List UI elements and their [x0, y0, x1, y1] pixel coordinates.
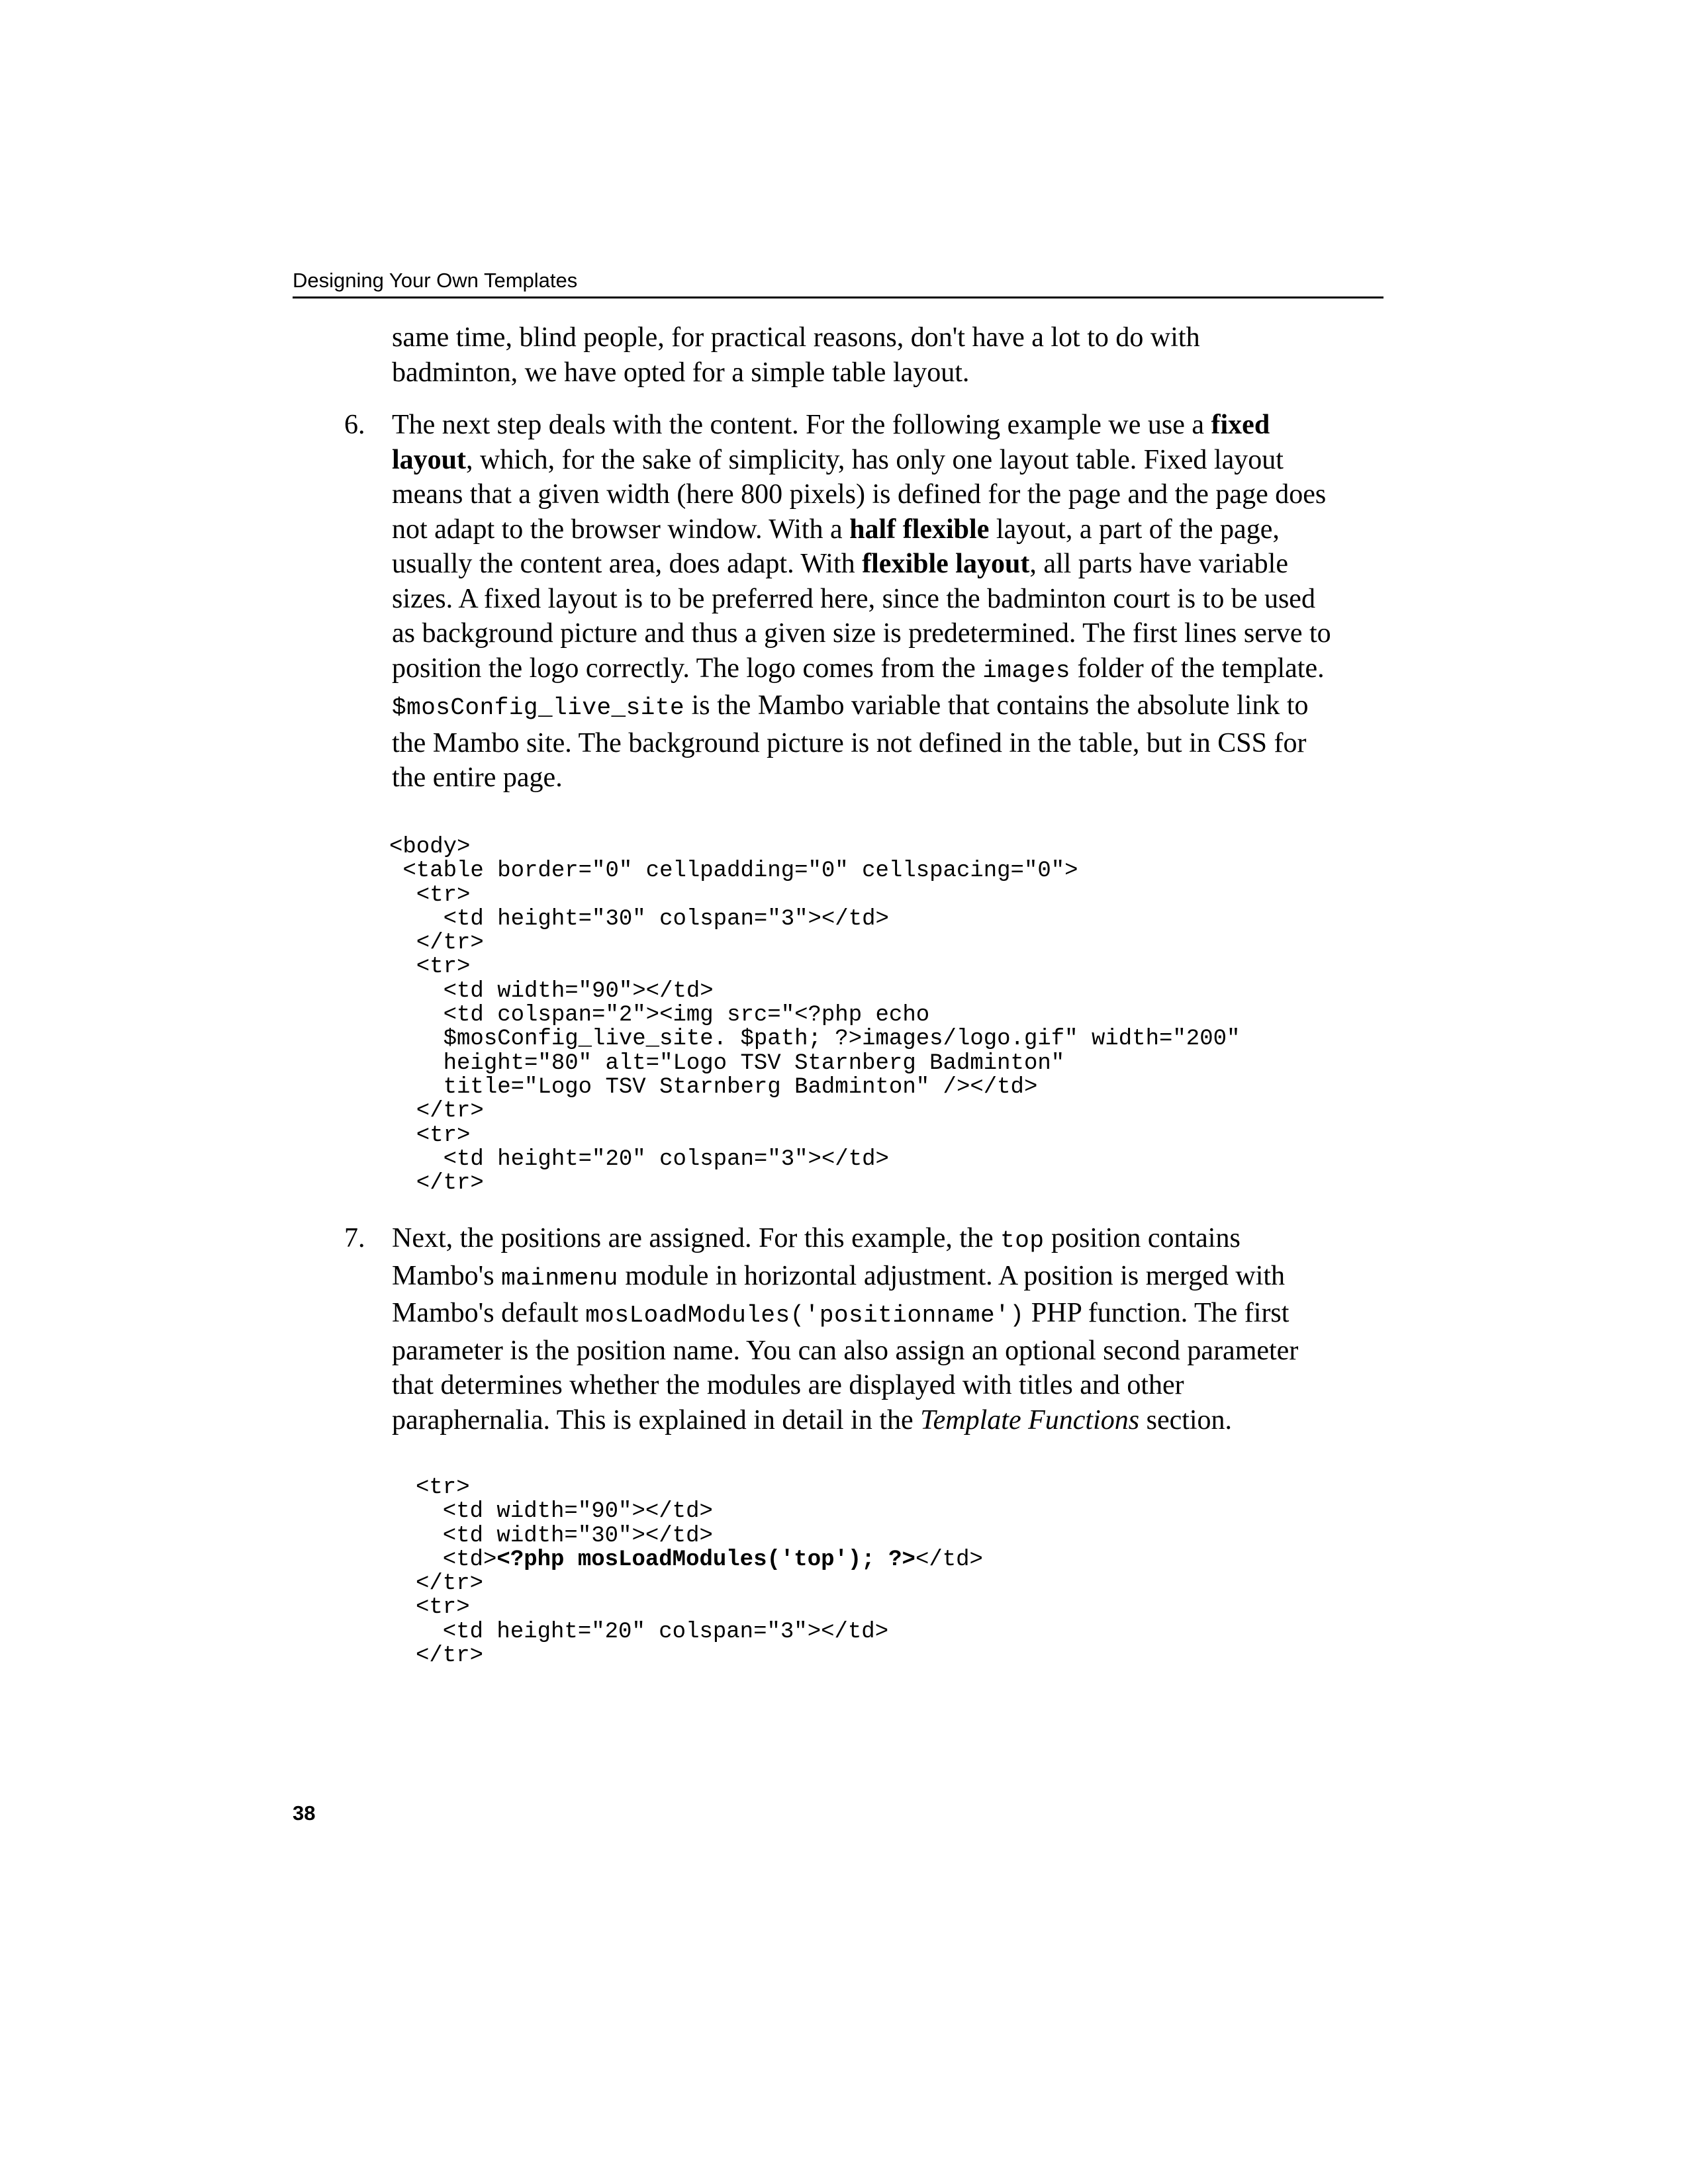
section-reference: Template Functions	[920, 1404, 1140, 1435]
list-number: 6.	[344, 410, 365, 440]
running-header: Designing Your Own Templates	[293, 267, 1383, 298]
list-item-text: Next, the positions are assigned. For this example, the top position contains Mambo's mainmenu module in horizontal adjustment. A position is merged with Mambo's default mosLoadModules('positionname') PHP function. The first parameter is the position name. You can also assign an optional second parameter that determines whether the modules are displayed with titles and other paraphernalia. This is explained in detail in the Template Functions section.	[392, 1223, 1299, 1435]
inline-code: top	[1000, 1227, 1045, 1254]
inline-code: images	[982, 657, 1070, 684]
term-flexible-layout: flexible layout	[862, 549, 1030, 579]
list-item-text: The next step deals with the content. For the following example we use a fixed layout, which, for the sake of simplicity, has only one layout table. Fixed layout means that a given width (here 800 pixels) is defined for the page and the page does not adapt to the browser window. With a half flexible layout, a part of the page, usually the content area, does adapt. With flexible layout, all parts have variable sizes. A fixed layout is to be preferred here, since the badminton court is to be used as background picture and thus a given size is predetermined. The first lines serve to position the logo correctly. The logo comes from the images folder of the template. $mosConfig_live_site is the Mambo variable that contains the absolute link to the Mambo site. The background picture is not defined in the table, but in CSS for the entire page.	[392, 410, 1331, 793]
term-fixed-layout: fixed layout	[392, 410, 1270, 475]
inline-code: mosLoadModules('positionname')	[585, 1302, 1025, 1329]
list-number: 7.	[344, 1223, 365, 1253]
page-number: 38	[293, 1801, 316, 1825]
intro-paragraph: same time, blind people, for practical reasons, don't have a lot to do with badminton, we have opted for a simple table layout.	[392, 322, 1200, 388]
inline-code: $mosConfig_live_site	[392, 694, 685, 721]
code-block-1: <body> <table border="0" cellpadding="0" cellspacing="0"> <tr> <td height="30" colspan="3"></td> </tr> <tr> <td width="90"></td> <td colspan="2"><img src="<?php echo $mosConfig_live_site. $path; ?>images/logo.gif" width="200" height="80" alt="Logo TSV Starnberg Badminton" title="Logo TSV Starnberg Badminton" /></td> </tr> <tr> <td height="20" colspan="3"></td> </tr>	[389, 835, 1241, 1197]
inline-code: mainmenu	[501, 1264, 618, 1292]
code-block-2: <tr> <td width="90"></td> <td width="30"></td> <td><?php mosLoadModules('top'); ?></td> </tr> <tr> <td height="20" colspan="3"></td> </tr>	[416, 1475, 983, 1669]
code-highlight: <?php mosLoadModules('top'); ?>	[496, 1547, 915, 1572]
term-half-flexible: half flexible	[849, 514, 990, 545]
